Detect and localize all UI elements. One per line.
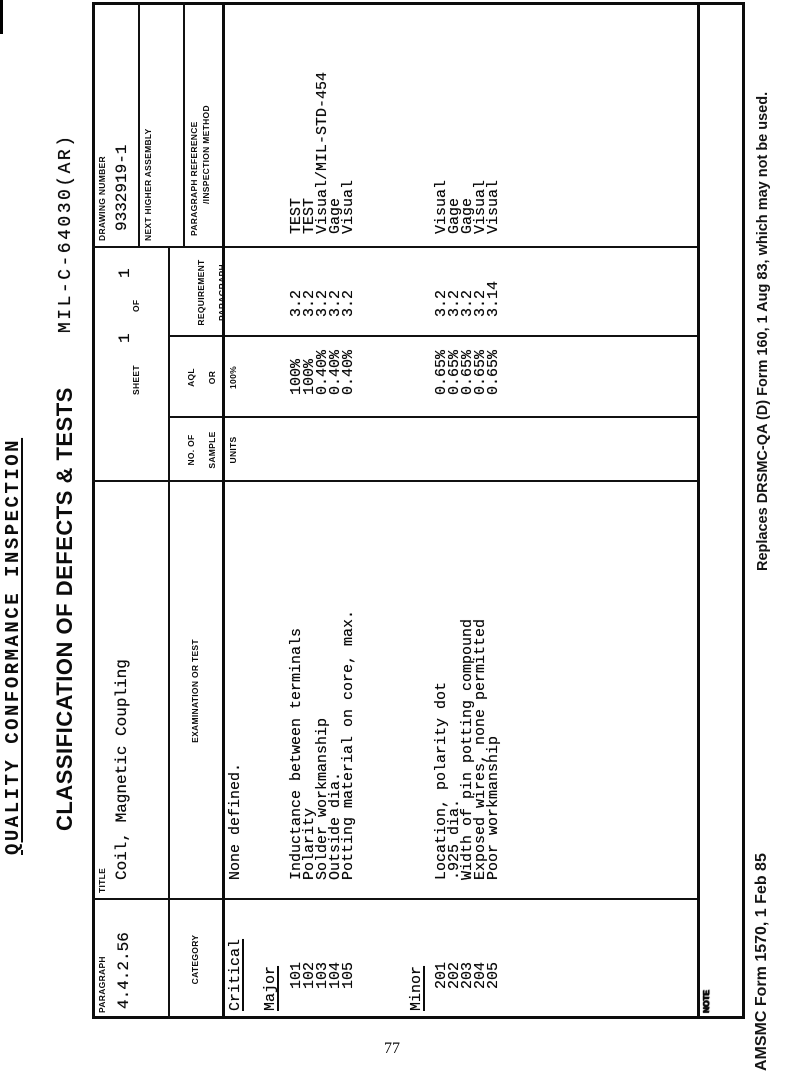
item-test: Poor workmanship [485,735,502,880]
item-method: Visual [433,179,450,234]
item-test: Exposed wires, none permitted [472,618,489,880]
item-method: Visual [485,179,502,234]
item-number: 101 [288,961,305,989]
sample-units-line: UNITS [227,436,238,464]
item-aql: 0.65% [446,349,463,395]
item-aql: 0.40% [327,349,344,395]
spec-number: MIL-C-64030(AR) [56,133,76,333]
item-method: Gage [459,197,476,234]
category-label: Minor [408,965,425,1011]
none-defined-text: None defined. [227,762,244,880]
item-number: 104 [327,961,344,989]
next-higher-assembly-label: NEXT HIGHER ASSEMBLY [143,128,153,241]
item-req: 3.2 [459,289,476,317]
item-number: 205 [485,961,502,989]
item-test: Polarity [301,807,318,880]
grid-line [138,2,140,248]
replaces-footer: Replaces DRSMC-QA (D) Form 160, 1 Aug 83, which may not be used. [755,91,771,571]
item-aql: 0.65% [459,349,476,395]
item-aql: 100% [288,358,305,395]
category-label: Major [262,965,279,1011]
item-test: Outside dia. [327,771,344,880]
item-aql: 0.40% [314,349,331,395]
sheet-current-value: 1 [116,333,134,343]
item-test: Width of pin potting compound [459,618,476,880]
item-method: Gage [327,197,344,234]
aql-line: 100% [227,366,238,389]
item-method: Visual [472,179,489,234]
paragraph-label: PARAGRAPH [97,956,107,1013]
item-method: Gage [446,197,463,234]
item-test: Inductance between terminals [288,627,305,880]
grid-line [168,335,697,337]
item-number: 201 [433,961,450,989]
item-req: 3.14 [485,280,502,317]
form-number-footer: AMSMC Form 1570, 1 Feb 85 [753,853,770,1071]
grid-line [92,898,697,900]
item-req: 3.2 [472,289,489,317]
category-column-header: CATEGORY [190,934,200,985]
grid-line [168,416,697,418]
aql-line: OR [206,370,217,385]
item-req: 3.2 [314,289,331,317]
item-req: 3.2 [288,289,305,317]
item-method: TEST [301,197,318,234]
item-method: Visual [340,179,357,234]
note-label: NOTE [701,990,711,1013]
item-req: 3.2 [446,289,463,317]
drawing-number-label: DRAWING NUMBER [97,156,107,241]
item-number: 105 [340,961,357,989]
requirement-line: PARAGRAPH [216,264,227,321]
item-req: 3.2 [301,289,318,317]
item-number: 203 [459,961,476,989]
sample-units-column-header [175,418,238,482]
item-number: 102 [301,961,318,989]
sample-units-line: SAMPLE [206,431,217,469]
item-req: 3.2 [340,289,357,317]
grid-line [183,2,185,248]
item-test: Location, polarity dot [433,681,450,880]
sheet-label: SHEET [131,365,141,395]
grid-line [222,2,225,1019]
aql-line: AQL [185,368,196,387]
item-aql: 0.65% [485,349,502,395]
requirement-column-header [185,248,227,337]
scan-artifact [0,0,3,34]
item-aql: 0.65% [472,349,489,395]
grid-line [168,248,170,1019]
item-number: 204 [472,961,489,989]
sample-units-line: NO. OF [185,434,196,466]
item-number: 202 [446,961,463,989]
item-method: Visual/MIL-STD-454 [314,71,331,234]
examination-column-header: EXAMINATION OR TEST [190,639,200,743]
page-number: 77 [384,1040,400,1057]
reference-column-header-line1: PARAGRAPH REFERENCE [189,121,199,236]
requirement-line: REQUIREMENT [195,259,206,326]
item-req: 3.2 [327,289,344,317]
paragraph-value: 4.4.2.56 [115,932,133,1009]
item-aql: 0.40% [340,349,357,395]
item-aql: 100% [301,358,318,395]
title-value: Coil, Magnetic Coupling [113,659,131,880]
sheet-of-label: OF [131,299,141,312]
sheet-total-value: 1 [116,268,134,278]
grid-line [697,2,700,1019]
item-aql: 0.65% [433,349,450,395]
page-heading: QUALITY CONFORMANCE INSPECTION [2,437,24,855]
item-req: 3.2 [433,289,450,317]
item-number: 103 [314,961,331,989]
aql-column-header [175,337,238,418]
item-method: TEST [288,197,305,234]
item-test: Potting material on core, max. [340,609,357,880]
item-test: .925 dia. [446,798,463,880]
title-label: TITLE [97,867,107,893]
item-test: Solder workmanship [314,717,331,880]
category-label: Critical [227,938,244,1011]
form-title: CLASSIFICATION OF DEFECTS & TESTS [52,387,77,831]
drawing-number-value: 9332919-1 [113,144,131,231]
reference-column-header-line2: /INSPECTION METHOD [201,105,211,204]
